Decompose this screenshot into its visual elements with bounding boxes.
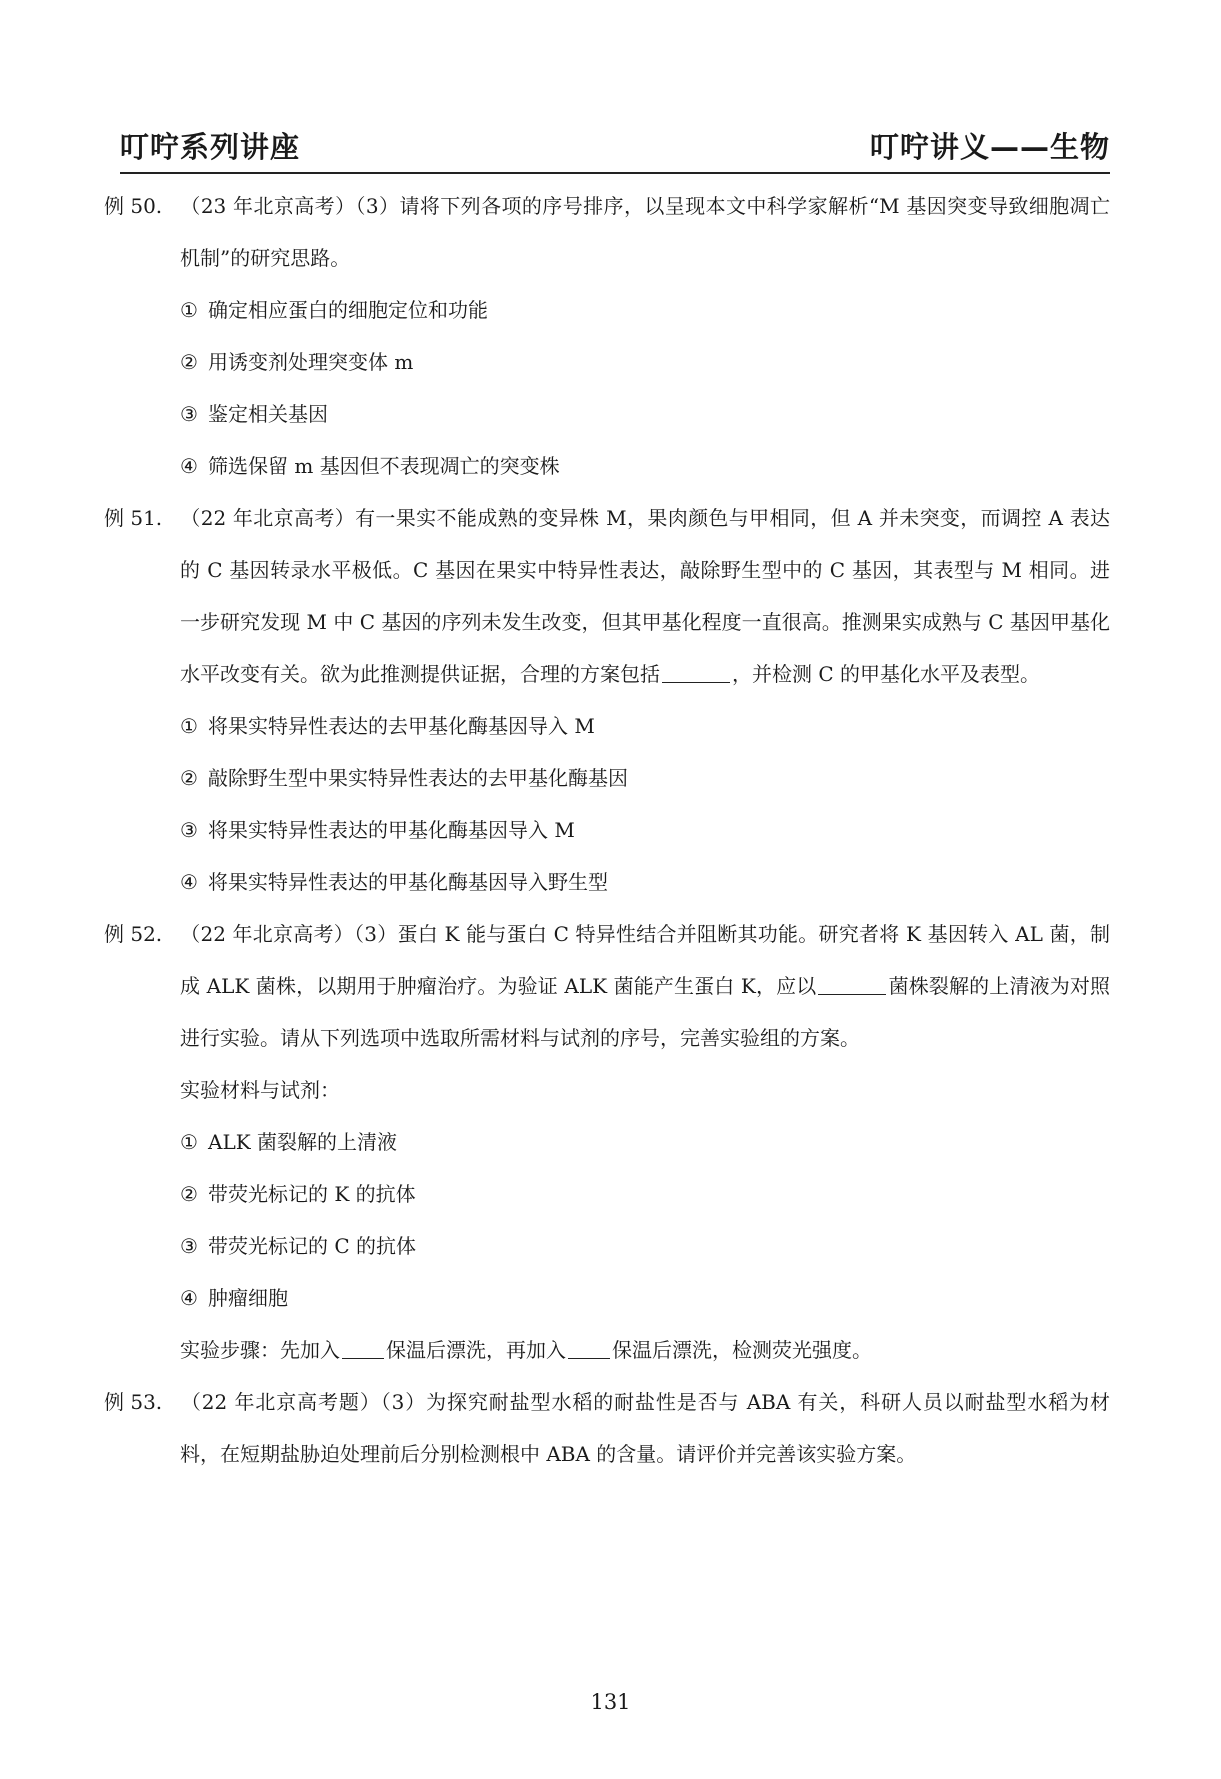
option (104, 336, 1110, 388)
example-50 (104, 180, 1110, 492)
example-50-number: 例 50. (104, 194, 163, 218)
option-marker: ① (180, 1130, 198, 1154)
option-marker: ③ (180, 402, 198, 426)
materials-label: 实验材料与试剂： (180, 1078, 340, 1102)
option-text: 筛选保留 m 基因但不表现凋亡的突变株 (208, 454, 560, 478)
option-text: 将果实特异性表达的甲基化酶基因导入野生型 (208, 870, 608, 894)
example-50-text: （23 年北京高考）（3）请将下列各项的序号排序，以呈现本文中科学家解析“M 基因突变导致细胞凋亡机制”的研究思路。 (180, 194, 1110, 270)
option-marker: ① (180, 714, 198, 738)
example-53-text: （22 年北京高考题）（3）为探究耐盐型水稻的耐盐性是否与 ABA 有关，科研人员以耐盐型水稻为材料，在短期盐胁迫处理前后分别检测根中 ABA 的含量。请评价并完善该实验方案。 (180, 1390, 1110, 1466)
option-marker: ③ (180, 1234, 198, 1258)
option-marker: ② (180, 350, 198, 374)
option (104, 1272, 1110, 1324)
option-text: 带荧光标记的 C 的抗体 (208, 1234, 417, 1258)
experiment-steps (104, 1324, 1110, 1376)
example-52 (104, 908, 1110, 1376)
answer-blank[interactable] (342, 1338, 384, 1359)
option-marker: ④ (180, 454, 198, 478)
page-header (120, 128, 1110, 174)
example-52-text-a: （22 年北京高考）（3）蛋白 K 能与蛋白 C 特异性结合并阻断其功能。研究者将 K 基因转入 AL 菌，制成 ALK 菌株，以期用于肿瘤治疗。为验证 ALK 菌能产生蛋白 K，应以 (180, 922, 1110, 998)
example-52-text-b: 菌株裂解的上清液为对照进行实验。请从下列选项中选取所需材料与试剂的序号，完善实验组的方案。 (180, 974, 1111, 1050)
option (104, 1168, 1110, 1220)
page-number: 131 (590, 1690, 631, 1714)
option-marker: ③ (180, 818, 198, 842)
example-51-number: 例 51. (104, 506, 163, 530)
option-text: 敲除野生型中果实特异性表达的去甲基化酶基因 (208, 766, 628, 790)
answer-blank[interactable] (568, 1338, 610, 1359)
example-53-question (104, 1376, 1110, 1480)
option-text: ALK 菌裂解的上清液 (208, 1130, 398, 1154)
option-text: 带荧光标记的 K 的抗体 (208, 1182, 416, 1206)
example-52-question (104, 908, 1110, 1064)
example-52-number: 例 52. (104, 922, 163, 946)
example-51 (104, 492, 1110, 908)
option (104, 1220, 1110, 1272)
answer-blank[interactable] (662, 662, 730, 683)
option-text: 确定相应蛋白的细胞定位和功能 (208, 298, 488, 322)
option (104, 388, 1110, 440)
example-50-question (104, 180, 1110, 284)
example-51-text-b: ，并检测 C 的甲基化水平及表型。 (732, 662, 1041, 686)
example-53 (104, 1376, 1110, 1480)
option (104, 284, 1110, 336)
answer-blank[interactable] (818, 974, 886, 995)
page-content (104, 180, 1110, 1480)
option (104, 700, 1110, 752)
example-51-text-a: （22 年北京高考）有一果实不能成熟的变异株 M，果肉颜色与甲相同，但 A 并未突变，而调控 A 表达的 C 基因转录水平极低。C 基因在果实中特异性表达，敲除野生型中的 C 基因，其表型与 M 相同。进一步研究发现 M 中 C 基因的序列未发生改变，但其甲基化程度一直很高。推测果实成熟与 C 基因甲基化水平改变有关。欲为此推测提供证据，合理的方案包括 (180, 506, 1110, 686)
example-53-number: 例 53. (104, 1390, 163, 1414)
option (104, 856, 1110, 908)
option (104, 1116, 1110, 1168)
series-title: 叮咛系列讲座 (120, 130, 301, 164)
option-text: 肿瘤细胞 (208, 1286, 288, 1310)
option-marker: ① (180, 298, 198, 322)
option-marker: ④ (180, 1286, 198, 1310)
steps-text-c: 保温后漂洗，检测荧光强度。 (612, 1338, 872, 1362)
option (104, 440, 1110, 492)
handout-title: 叮咛讲义——生物 (869, 130, 1110, 164)
option (104, 804, 1110, 856)
option-text: 将果实特异性表达的去甲基化酶基因导入 M (208, 714, 595, 738)
steps-text-b: 保温后漂洗，再加入 (386, 1338, 566, 1362)
steps-text-a: 实验步骤：先加入 (180, 1338, 340, 1362)
option-marker: ② (180, 766, 198, 790)
option-text: 用诱变剂处理突变体 m (208, 350, 414, 374)
option (104, 752, 1110, 804)
example-51-question (104, 492, 1110, 700)
option-marker: ② (180, 1182, 198, 1206)
option-text: 鉴定相关基因 (208, 402, 328, 426)
option-text: 将果实特异性表达的甲基化酶基因导入 M (208, 818, 575, 842)
option-marker: ④ (180, 870, 198, 894)
